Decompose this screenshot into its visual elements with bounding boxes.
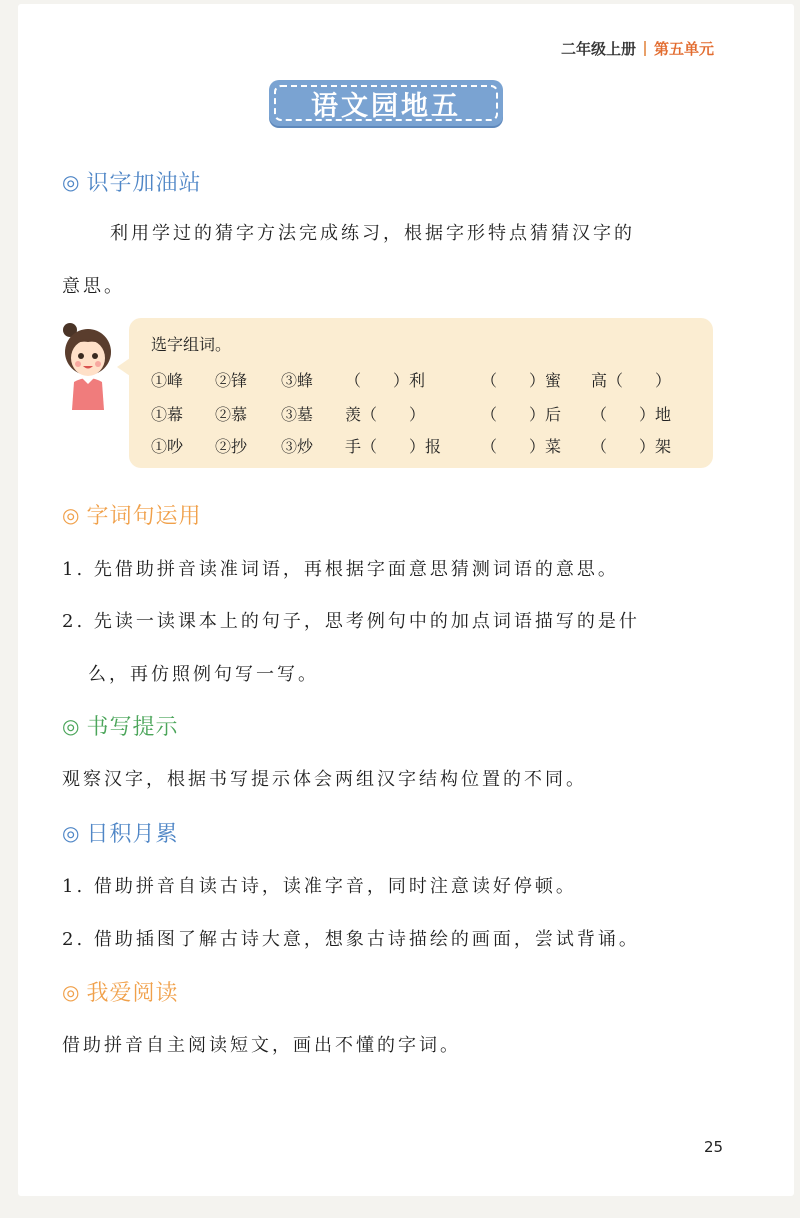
section-heading-text: 日积月累 (86, 822, 179, 847)
section-heading-text: 字词句运用 (86, 504, 202, 529)
header-divider (644, 41, 646, 56)
list-item: 1. 先借助拼音读准词语，再根据字面意思猜测词语的意思。 (62, 559, 619, 580)
title-banner (269, 80, 503, 126)
fill-blank: （ ）后 (481, 405, 562, 424)
circle-bullet-icon: ◎ (62, 713, 81, 738)
list-item: 2. 借助插图了解古诗大意，想象古诗描绘的画面，尝试背诵。 (62, 929, 640, 950)
section-heading-rijiyuelei (62, 817, 178, 848)
char-option: ①吵 (151, 437, 184, 456)
exercise-row (151, 434, 711, 458)
fill-blank: （ ）菜 (481, 437, 562, 456)
fill-blank: 高（ ） (591, 371, 672, 390)
char-option: ③炒 (281, 437, 314, 456)
page-number: 25 (704, 1138, 724, 1156)
exercise-title: 选字组词。 (151, 335, 232, 354)
fill-blank: 羡（ ） (345, 405, 426, 424)
char-option: ①峰 (151, 371, 184, 390)
char-option: ①幕 (151, 405, 184, 424)
circle-bullet-icon: ◎ (62, 169, 81, 194)
section-heading-shizi (62, 166, 201, 197)
girl-avatar-icon (56, 318, 120, 410)
circle-bullet-icon: ◎ (62, 502, 81, 527)
grade-label: 二年级上册 (560, 40, 636, 58)
circle-bullet-icon: ◎ (62, 979, 81, 1004)
paragraph-line: 观察汉字，根据书写提示体会两组汉字结构位置的不同。 (62, 769, 587, 790)
fill-blank: （ ）地 (591, 405, 672, 424)
fill-blank: （ ）架 (591, 437, 672, 456)
char-option: ②慕 (215, 405, 248, 424)
section-heading-yuedu (62, 976, 178, 1007)
section-heading-text: 我爱阅读 (86, 981, 179, 1006)
section-heading-shuxie (62, 710, 178, 741)
char-option: ②抄 (215, 437, 248, 456)
list-item: 2. 先读一读课本上的句子，思考例句中的加点词语描写的是什 (62, 611, 640, 632)
title-banner-border (274, 85, 498, 121)
fill-blank: （ ）利 (345, 371, 426, 390)
char-option: ②锋 (215, 371, 248, 390)
fill-blank: （ ）蜜 (481, 371, 562, 390)
section-heading-text: 识字加油站 (86, 171, 202, 196)
paragraph-line: 借助拼音自主阅读短文，画出不懂的字词。 (62, 1035, 461, 1056)
paragraph-line: 意思。 (62, 276, 125, 297)
exercise-box (129, 318, 713, 468)
section-heading-text: 书写提示 (86, 715, 179, 740)
section-heading-ciju (62, 499, 201, 530)
paragraph-line: 利用学过的猜字方法完成练习，根据字形特点猜猜汉字的 (110, 223, 635, 244)
unit-label: 第五单元 (653, 40, 714, 58)
char-option: ③墓 (281, 405, 314, 424)
char-option: ③蜂 (281, 371, 314, 390)
fill-blank: 手（ ）报 (345, 437, 442, 456)
page-header (561, 38, 714, 59)
list-item-continued: 么，再仿照例句写一写。 (88, 664, 319, 685)
circle-bullet-icon: ◎ (62, 820, 81, 845)
exercise-row (151, 368, 711, 392)
exercise-row (151, 402, 711, 426)
list-item: 1. 借助拼音自读古诗，读准字音，同时注意读好停顿。 (62, 876, 577, 897)
page-title: 语文园地五 (311, 90, 461, 122)
